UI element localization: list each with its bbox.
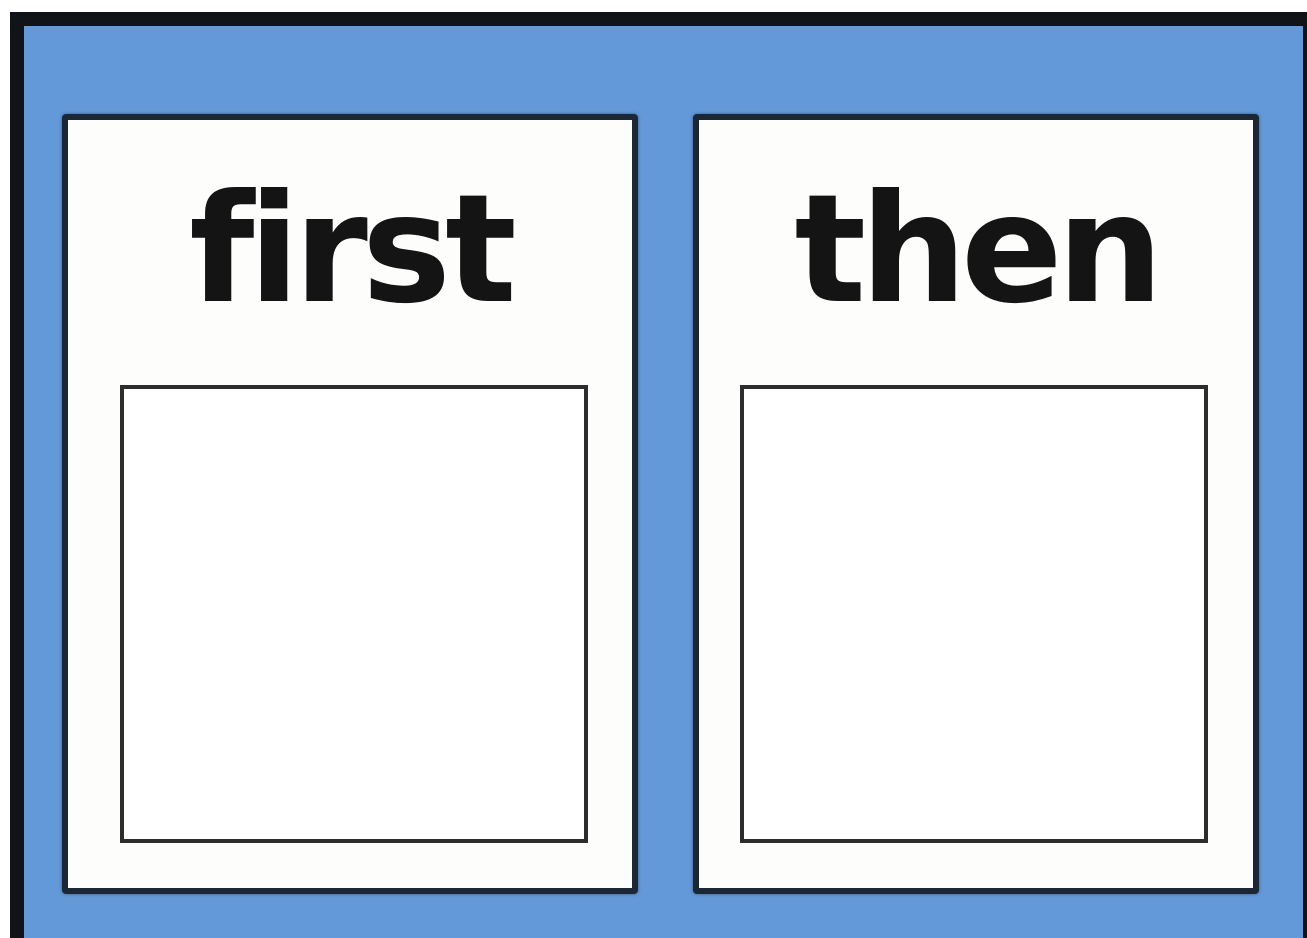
first-card [62,114,638,894]
first-label: first [189,163,511,337]
then-card [693,114,1259,894]
then-label: then [794,163,1158,337]
first-picture-slot[interactable] [120,385,588,843]
first-then-board [10,12,1307,938]
then-picture-slot[interactable] [740,385,1208,843]
